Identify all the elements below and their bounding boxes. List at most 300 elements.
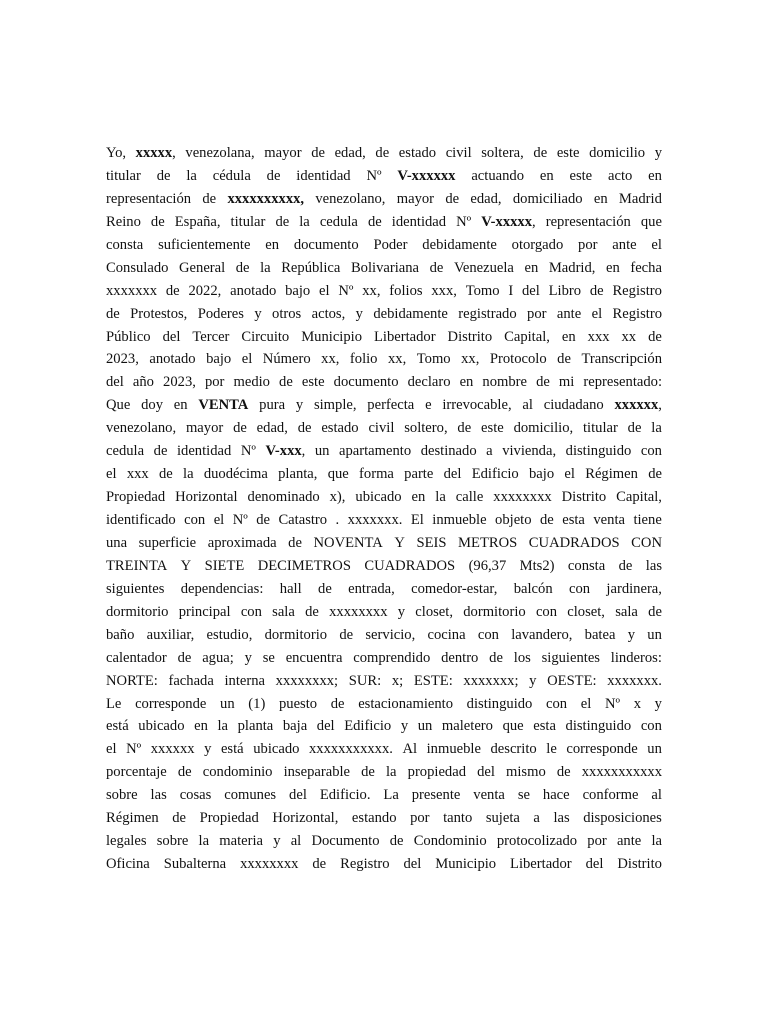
text: de	[539, 512, 554, 528]
document-line	[106, 624, 662, 647]
text: civil	[445, 145, 472, 161]
text: de	[172, 810, 187, 827]
text: que	[327, 466, 349, 483]
word	[179, 257, 225, 280]
word	[375, 142, 389, 165]
text: de	[648, 328, 662, 345]
text: condominio	[202, 764, 273, 781]
word	[272, 303, 301, 326]
word	[233, 371, 269, 394]
word	[651, 784, 662, 807]
word	[641, 211, 662, 234]
document-line	[106, 509, 662, 532]
word	[204, 463, 268, 486]
text: edad,	[470, 190, 502, 207]
word	[619, 555, 633, 578]
text: bajo	[206, 351, 232, 368]
word	[425, 394, 431, 417]
word	[106, 693, 121, 716]
text: balcón	[513, 580, 553, 597]
word	[481, 142, 524, 165]
text: vivienda,	[502, 443, 557, 460]
document-line	[106, 326, 662, 349]
word	[583, 807, 662, 830]
word	[421, 440, 477, 463]
document-line	[106, 417, 662, 440]
document-line	[106, 303, 662, 326]
text: los	[513, 649, 531, 666]
word	[467, 693, 533, 716]
text: xxxxxxxx	[493, 489, 552, 506]
word	[364, 555, 455, 578]
text: xxxxxxxx	[329, 603, 388, 620]
text: sobre	[156, 833, 189, 850]
word	[543, 784, 570, 807]
text: Nº	[232, 512, 248, 528]
text: SIETE	[204, 557, 245, 574]
word	[198, 394, 248, 417]
text: identidad	[176, 443, 232, 460]
text: de	[158, 466, 173, 483]
text: de	[165, 282, 180, 299]
word	[481, 211, 535, 234]
word	[506, 761, 546, 784]
word	[585, 463, 638, 486]
text: SUR:	[348, 672, 382, 689]
word	[205, 555, 245, 578]
word	[442, 715, 493, 738]
word	[368, 211, 382, 234]
word	[106, 601, 168, 624]
word	[536, 371, 550, 394]
text: está	[106, 718, 129, 735]
word	[513, 188, 583, 211]
word	[202, 647, 234, 670]
word	[456, 486, 484, 509]
text: la	[299, 213, 310, 230]
document-line	[106, 601, 662, 624]
text: de	[233, 420, 247, 437]
word	[288, 532, 302, 555]
text: cedula	[319, 213, 358, 230]
text: las	[645, 557, 662, 574]
text: maletero	[441, 718, 493, 735]
text: mayor	[396, 190, 435, 207]
word	[106, 257, 168, 280]
word	[655, 142, 662, 165]
word	[227, 188, 304, 211]
text: distinguido	[466, 695, 533, 712]
text: edad,	[256, 420, 288, 437]
word	[608, 165, 632, 188]
word	[184, 509, 205, 532]
text: Bolivariana	[350, 259, 420, 276]
text: de	[339, 626, 354, 643]
text: en	[593, 190, 608, 207]
word	[186, 165, 197, 188]
text: la	[260, 259, 271, 276]
text: Horizontal	[175, 489, 238, 506]
word	[402, 738, 417, 761]
text: Municipio	[435, 856, 497, 873]
text: soltero,	[404, 420, 448, 437]
text: venta	[473, 787, 505, 804]
word	[356, 303, 363, 326]
word	[566, 738, 637, 761]
word	[587, 830, 606, 853]
word	[546, 738, 557, 761]
word	[457, 417, 471, 440]
word	[427, 738, 481, 761]
text: de	[389, 833, 404, 850]
word	[481, 417, 504, 440]
word	[432, 509, 486, 532]
text: denominado	[247, 489, 320, 506]
word	[430, 257, 444, 280]
word	[446, 142, 472, 165]
document-line	[106, 715, 662, 738]
word	[179, 601, 231, 624]
word	[404, 417, 447, 440]
text: en	[539, 167, 554, 184]
word	[606, 257, 620, 280]
text: Registro	[612, 282, 662, 299]
text: en	[194, 718, 208, 735]
text: declaro	[407, 374, 451, 391]
text: distinguido	[565, 443, 632, 460]
document-line	[106, 234, 662, 257]
word	[313, 532, 382, 555]
word	[151, 211, 165, 234]
text: descrito	[490, 741, 537, 758]
word	[188, 280, 221, 303]
word	[648, 463, 662, 486]
text: comprendido	[353, 649, 431, 666]
text: en	[606, 259, 620, 276]
document-line	[106, 555, 662, 578]
word	[368, 417, 394, 440]
word	[472, 463, 519, 486]
word	[258, 555, 351, 578]
text: CUADRADOS	[528, 534, 620, 551]
text: ,	[301, 443, 306, 460]
text: Documento	[311, 833, 380, 850]
word	[126, 738, 141, 761]
word	[106, 394, 130, 417]
word	[388, 348, 406, 371]
word	[272, 601, 295, 624]
text: entrada,	[348, 580, 395, 597]
word	[651, 830, 662, 853]
text: la	[183, 466, 194, 483]
text: ubicado	[355, 489, 402, 506]
text: METROS	[458, 534, 518, 551]
word	[203, 761, 273, 784]
word	[206, 348, 231, 371]
text: consta	[567, 557, 606, 574]
text: Le	[106, 695, 122, 712]
word	[305, 601, 319, 624]
word	[546, 693, 567, 716]
text: Registro	[612, 305, 662, 322]
text: de	[150, 213, 165, 230]
text: planta,	[278, 466, 318, 483]
text: que	[502, 718, 524, 735]
word	[612, 234, 636, 257]
document-line	[106, 257, 662, 280]
text: cocina	[427, 626, 466, 643]
text: doy	[141, 397, 163, 414]
word	[394, 532, 405, 555]
text: de	[311, 145, 325, 161]
word	[294, 234, 359, 257]
text: de	[106, 305, 120, 322]
text: un	[220, 695, 235, 712]
word	[328, 463, 349, 486]
word	[417, 348, 451, 371]
word	[617, 853, 662, 876]
word	[106, 142, 126, 165]
word	[442, 394, 511, 417]
text: titular	[106, 167, 141, 184]
text: Condominio	[413, 833, 487, 850]
word	[202, 188, 216, 211]
text: Transcripción	[581, 351, 662, 368]
text: baja	[282, 718, 308, 735]
word	[213, 165, 251, 188]
text: ubicado	[138, 718, 185, 735]
word	[557, 761, 571, 784]
text: lavandero,	[511, 626, 573, 643]
text: documento	[293, 236, 359, 253]
text: del	[443, 466, 462, 483]
text: xxxxxxxx	[240, 856, 299, 873]
text: se	[262, 649, 275, 666]
word	[352, 807, 397, 830]
text: de	[536, 374, 550, 391]
text: de	[266, 167, 281, 184]
text: por	[410, 810, 430, 827]
word	[463, 670, 518, 693]
text: domicilio	[589, 145, 646, 161]
text: este	[481, 420, 504, 437]
word	[174, 394, 188, 417]
text: de	[618, 557, 633, 574]
text: Tomo	[416, 351, 451, 368]
word	[106, 761, 167, 784]
word	[536, 601, 557, 624]
word	[106, 509, 176, 532]
word	[404, 853, 422, 876]
text: inseparable	[283, 764, 351, 781]
document-line	[106, 853, 662, 876]
word	[245, 647, 252, 670]
word	[248, 693, 265, 716]
bold-text: V-xxxxx	[481, 213, 533, 230]
word	[581, 693, 592, 716]
word	[389, 280, 422, 303]
word	[106, 715, 129, 738]
text: folios	[389, 282, 423, 299]
text: un	[417, 718, 433, 735]
text: del	[585, 856, 604, 873]
document-line	[106, 738, 662, 761]
word	[317, 715, 335, 738]
word	[291, 830, 302, 853]
word	[411, 578, 497, 601]
text: fecha	[630, 259, 662, 276]
word	[362, 280, 380, 303]
word	[374, 326, 436, 349]
word	[312, 853, 326, 876]
word	[157, 165, 171, 188]
text: comedor-estar,	[411, 580, 498, 597]
word	[404, 463, 433, 486]
document-line	[106, 761, 662, 784]
text: xxxxxxxx;	[275, 672, 339, 689]
word	[529, 670, 536, 693]
word	[175, 486, 237, 509]
text: edad,	[334, 145, 366, 161]
word	[163, 326, 181, 349]
text: inmueble	[426, 741, 481, 758]
text: 2023,	[163, 374, 196, 391]
word	[504, 326, 550, 349]
text: NOVENTA	[313, 534, 383, 551]
text: y	[654, 145, 662, 161]
text: domiciliado	[512, 190, 583, 207]
text: soltera,	[481, 145, 524, 161]
text: objeto	[495, 512, 532, 528]
word	[633, 509, 661, 532]
word	[181, 578, 264, 601]
word	[147, 624, 195, 647]
word	[510, 853, 572, 876]
text: siguientes	[106, 580, 165, 597]
word	[431, 280, 457, 303]
text: DECIMETROS	[257, 557, 351, 574]
text: closet,	[415, 603, 453, 620]
text: representación	[545, 213, 631, 230]
text: consta	[106, 236, 144, 253]
word	[605, 693, 620, 716]
word	[106, 784, 138, 807]
text: Yo,	[106, 145, 127, 161]
word	[141, 394, 163, 417]
word	[361, 761, 375, 784]
text: Edificio	[344, 718, 392, 735]
text: xxxxxx	[150, 741, 195, 758]
text: x	[633, 695, 641, 712]
text: el	[319, 282, 330, 299]
word	[256, 509, 270, 532]
word	[648, 326, 662, 349]
text: con	[546, 695, 568, 712]
text: con	[535, 603, 558, 620]
word	[283, 715, 307, 738]
text: I	[508, 282, 514, 299]
text: un	[314, 443, 330, 460]
word	[334, 371, 399, 394]
word	[257, 417, 288, 440]
word	[540, 509, 554, 532]
word	[503, 715, 524, 738]
text: de	[489, 649, 503, 666]
text: en	[648, 167, 662, 184]
text: este	[569, 167, 593, 184]
word	[208, 532, 277, 555]
text: xxxxxxx.	[347, 512, 403, 528]
text: Poder	[373, 236, 408, 253]
text: la	[435, 489, 446, 506]
word	[207, 624, 253, 647]
word	[263, 348, 311, 371]
text: en	[459, 374, 474, 391]
word	[321, 417, 358, 440]
word	[314, 394, 357, 417]
text: al	[290, 833, 302, 850]
text: actuando	[471, 167, 524, 184]
text: las	[150, 787, 167, 804]
text: del	[316, 718, 335, 735]
text: sujeta	[485, 810, 520, 827]
text: y	[204, 741, 212, 758]
text: dormitorio	[106, 603, 169, 620]
bold-text: xxxxxxxxxx,	[227, 190, 305, 207]
text: registrado	[458, 305, 517, 322]
word	[562, 326, 576, 349]
bold-text: xxxxx	[135, 145, 173, 161]
text: República	[281, 259, 341, 276]
word	[398, 601, 405, 624]
text: hace	[542, 787, 570, 804]
text: el	[213, 512, 225, 528]
word	[138, 715, 184, 738]
word	[349, 670, 381, 693]
text: estacionamiento	[358, 695, 454, 712]
word	[435, 853, 496, 876]
text: le	[546, 741, 557, 758]
word	[466, 280, 500, 303]
word	[613, 303, 662, 326]
text: apartamento	[339, 443, 412, 460]
word	[630, 257, 662, 280]
word	[312, 303, 346, 326]
text: destinado	[420, 443, 477, 460]
text: y	[273, 833, 281, 850]
text: encuentra	[285, 649, 343, 666]
text: debidamente	[422, 236, 497, 253]
text: legales	[106, 833, 147, 850]
text: de	[235, 259, 250, 276]
text: las	[553, 810, 570, 827]
word	[139, 532, 197, 555]
text: pura	[259, 397, 286, 414]
text: calle	[455, 489, 484, 506]
word	[265, 234, 279, 257]
text: (1)	[248, 695, 266, 712]
word	[655, 693, 662, 716]
word	[336, 509, 340, 532]
text: estudio,	[206, 626, 253, 643]
word	[514, 647, 531, 670]
text: la	[217, 718, 229, 735]
text: la	[386, 764, 397, 781]
word	[408, 371, 451, 394]
word	[527, 303, 546, 326]
text: este	[301, 374, 325, 391]
text: dormitorio	[264, 626, 328, 643]
